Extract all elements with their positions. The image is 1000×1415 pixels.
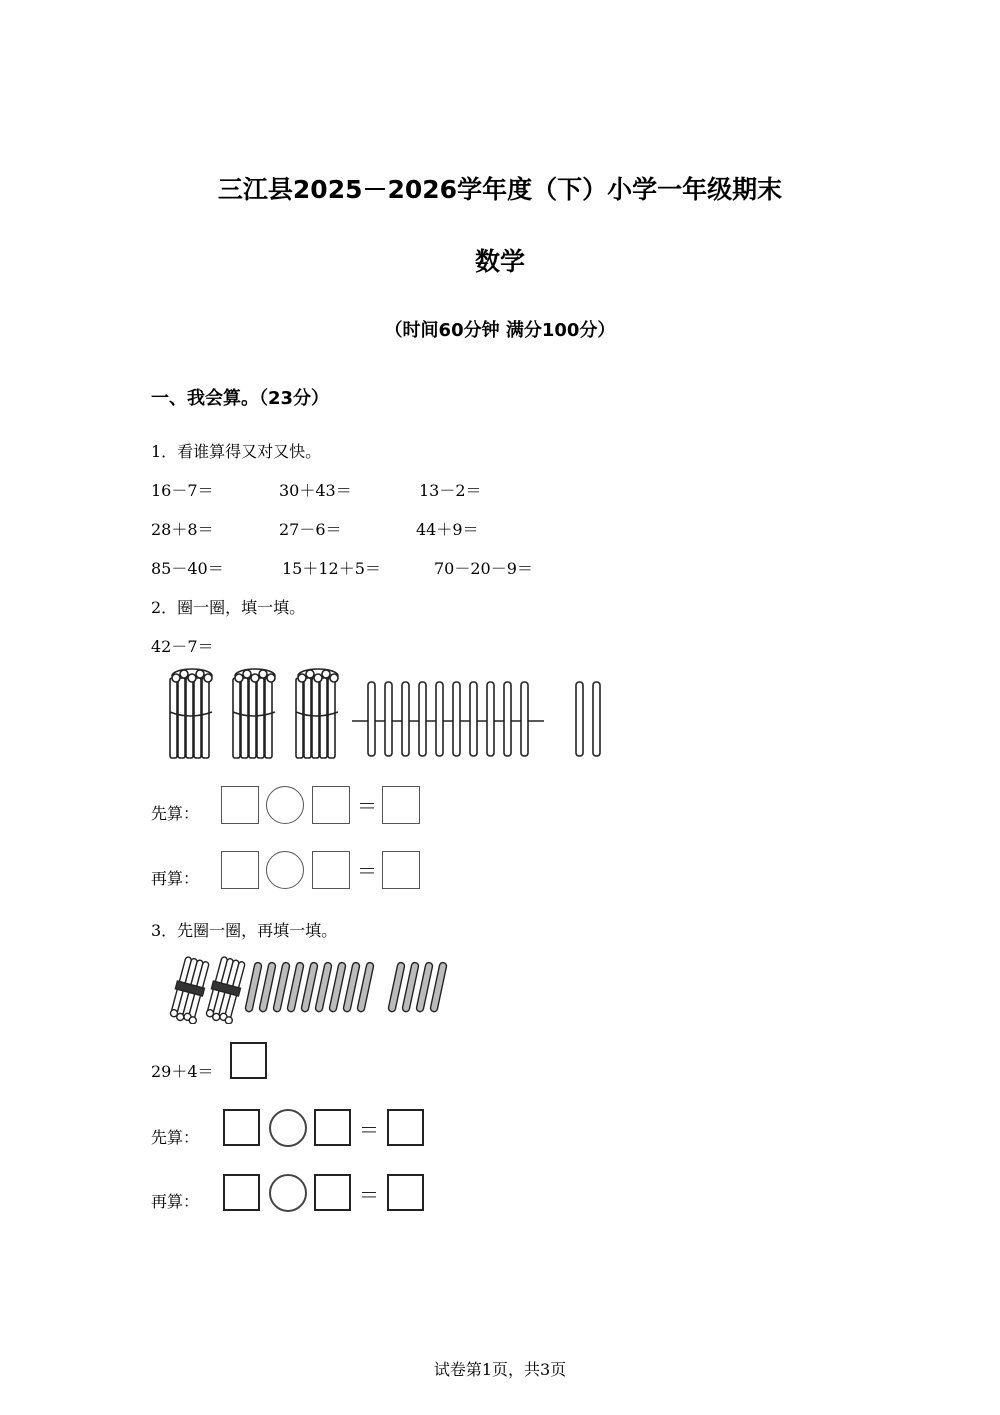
answer-box[interactable] xyxy=(382,851,420,889)
equals-sign: ＝ xyxy=(357,794,377,818)
operator-circle[interactable] xyxy=(269,1174,307,1212)
subject-title: 数学 xyxy=(474,247,525,276)
question-3-expression: 29＋4＝ xyxy=(151,1062,214,1081)
stick-bundle xyxy=(170,669,212,758)
stick-bundle xyxy=(233,669,275,758)
stick-bundle xyxy=(296,669,338,758)
answer-box[interactable] xyxy=(382,786,420,824)
calc-item: 85－40＝ xyxy=(151,559,224,578)
equals-sign: ＝ xyxy=(359,1118,379,1142)
calc-item: 30＋43＝ xyxy=(279,481,352,500)
answer-box[interactable] xyxy=(230,1042,267,1079)
extra-sticks xyxy=(576,682,600,756)
question-2-expression: 42－7＝ xyxy=(151,637,214,656)
time-score-note: （时间60分钟 满分100分） xyxy=(384,320,616,341)
answer-box[interactable] xyxy=(314,1174,351,1211)
answer-box[interactable] xyxy=(314,1109,351,1146)
question-1-prompt: 1．看谁算得又对又快。 xyxy=(151,442,322,461)
operator-circle[interactable] xyxy=(269,1109,307,1147)
equals-sign: ＝ xyxy=(357,859,377,883)
stick-bundle xyxy=(204,956,248,1024)
calc-item: 27－6＝ xyxy=(279,520,342,539)
section-heading: 一、我会算。（23分） xyxy=(151,388,330,409)
answer-box[interactable] xyxy=(387,1174,424,1211)
calc-item: 13－2＝ xyxy=(419,481,482,500)
answer-box[interactable] xyxy=(223,1109,260,1146)
page-footer: 试卷第1页，共3页 xyxy=(433,1360,567,1379)
loose-sticks xyxy=(245,962,374,1012)
operator-circle[interactable] xyxy=(266,786,304,824)
first-step-label: 先算： xyxy=(151,1128,200,1147)
second-step-label: 再算： xyxy=(151,869,200,888)
counting-sticks-illustration xyxy=(160,664,620,764)
answer-box[interactable] xyxy=(312,786,350,824)
exam-title: 三江县2025－2026学年度（下）小学一年级期末 xyxy=(217,175,783,204)
first-step-label: 先算： xyxy=(151,804,200,823)
second-step-label: 再算： xyxy=(151,1192,200,1211)
answer-box[interactable] xyxy=(221,786,259,824)
answer-box[interactable] xyxy=(387,1109,424,1146)
extra-sticks xyxy=(388,962,447,1012)
operator-circle[interactable] xyxy=(266,851,304,889)
loose-sticks xyxy=(368,682,528,756)
answer-box[interactable] xyxy=(312,851,350,889)
calc-item: 44＋9＝ xyxy=(416,520,479,539)
answer-box[interactable] xyxy=(221,851,259,889)
calc-item: 16－7＝ xyxy=(151,481,214,500)
question-2-prompt: 2．圈一圈，填一填。 xyxy=(151,598,306,617)
calc-item: 15＋12＋5＝ xyxy=(282,559,381,578)
tilted-sticks-illustration xyxy=(164,952,454,1024)
equals-sign: ＝ xyxy=(359,1183,379,1207)
answer-box[interactable] xyxy=(223,1174,260,1211)
question-3-prompt: 3．先圈一圈，再填一填。 xyxy=(151,921,338,940)
stick-bundle xyxy=(168,956,212,1024)
calc-item: 70－20－9＝ xyxy=(434,559,533,578)
calc-item: 28＋8＝ xyxy=(151,520,214,539)
